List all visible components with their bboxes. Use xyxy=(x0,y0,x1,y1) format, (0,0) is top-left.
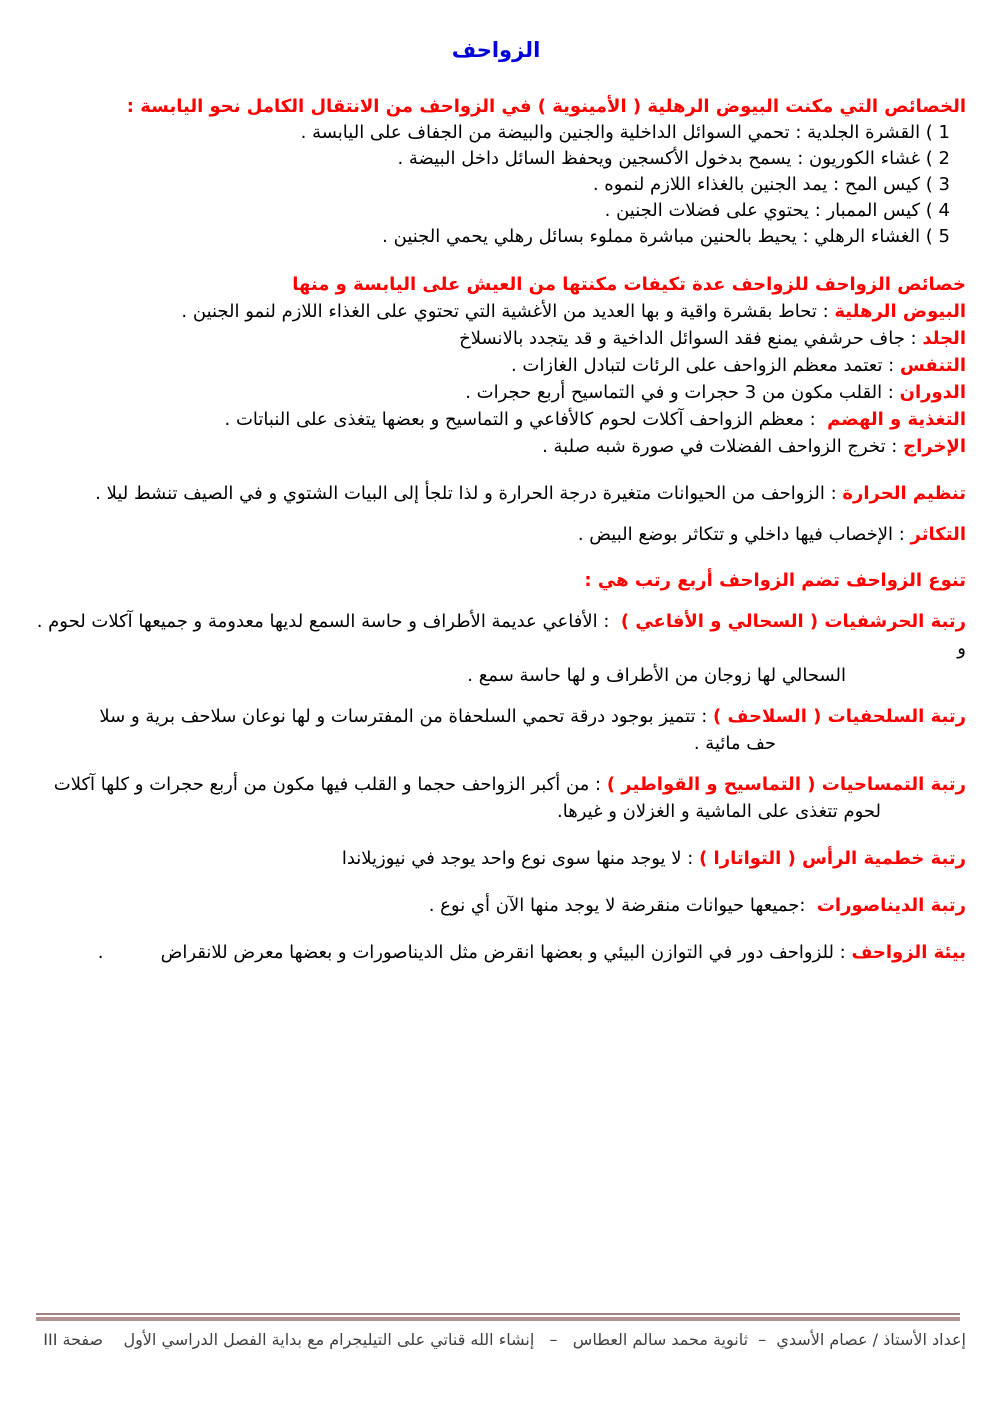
page-title: الزواحف xyxy=(451,38,541,62)
order-dinosaurs xyxy=(26,892,966,919)
trait-label: الدوران xyxy=(899,382,966,403)
egg-item-shell: 1 ) القشرة الجلدية : تحمي السوائل الداخلية والجنين والبيضة من الجفاف على اليابسة . xyxy=(300,122,950,143)
order-text-continued: السحالي لها زوجان من الأطراف و لها حاسة سمع . xyxy=(467,665,846,686)
order-text: : لا يوجد منها سوى نوع واحد يوجد في نيوزيلاندا xyxy=(341,848,700,869)
trait-label: التغذية و الهضم xyxy=(827,409,966,430)
footer-rule-thick xyxy=(36,1317,960,1321)
trait-text: : تعتمد معظم الزواحف على الرئات لتبادل الغازات . xyxy=(510,355,900,376)
trait-label: التنفس xyxy=(899,355,966,376)
trait-row-nutrition-digestion xyxy=(26,406,966,433)
order-label: رتبة السلحفيات ( السلاحف ) xyxy=(713,706,966,727)
order-text: : من أكبر الزواحف حجما و القلب فيها مكون من أربع حجرات و كلها آكلات xyxy=(53,774,607,795)
order-testudines xyxy=(26,703,966,757)
order-crocodilia xyxy=(26,771,966,825)
trait-text: : تحاط بقشرة واقية و بها العديد من الأغشية التي تحتوي على الغذاء اللازم لنمو الجنين . xyxy=(181,301,835,322)
order-squamata xyxy=(26,608,966,689)
footer-rule-thin xyxy=(36,1313,960,1315)
trait-row-excretion xyxy=(26,433,966,460)
order-text-continued: لحوم تتغذى على الماشية و الغزلان و غيرها. xyxy=(557,801,881,822)
trait-label: الإخراج xyxy=(903,436,966,457)
page-footer xyxy=(26,1313,966,1402)
order-label: رتبة الديناصورات xyxy=(816,895,966,916)
trait-label: الجلد xyxy=(922,328,966,349)
environment-label: بيئة الزواحف xyxy=(851,942,966,963)
order-text: : الأفاعي عديمة الأطراف و حاسة السمع لديها معدومة و جميعها آكلات لحوم . و xyxy=(36,611,966,659)
trait-row-circulation xyxy=(26,379,966,406)
order-label: رتبة الحرشفيات ( السحالي و الأفاعي ) xyxy=(620,611,966,632)
order-text-continued: حف مائية . xyxy=(693,733,776,754)
order-label: رتبة خطمية الرأس ( التواتارا ) xyxy=(699,848,966,869)
para-thermoregulation xyxy=(26,480,966,507)
trait-row-respiration xyxy=(26,352,966,379)
trait-text: : معظم الزواحف آكلات لحوم كالأفاعي و التماسيح و بعضها يتغذى على النباتات . xyxy=(224,409,828,430)
order-text: : تتميز بوجود درقة تحمي السلحفاة من المفترسات و لها نوعان سلاحف برية و سلا xyxy=(99,706,714,727)
trait-text: : جاف حرشفي يمنع فقد السوائل الداخية و قد يتجدد بالانسلاخ xyxy=(459,328,923,349)
heading-egg-characteristics: الخصائص التي مكنت البيوض الرهلية ( الأمينوية ) في الزواحف من الانتقال الكامل نحو اليابسة : xyxy=(126,96,966,117)
reproduction-text: : الإخصاب فيها داخلي و تتكاثر بوضع البيض . xyxy=(577,524,911,545)
trait-row-skin xyxy=(26,325,966,352)
egg-item-amnion: 5 ) الغشاء الرهلي : يحيط بالحنين مباشرة مملوء بسائل رهلي يحمي الجنين . xyxy=(382,226,950,247)
trait-label: البيوض الرهلية xyxy=(834,301,966,322)
reproduction-label: التكاثر xyxy=(910,524,966,545)
trait-text: : القلب مكون من 3 حجرات و في التماسيح أربع حجرات . xyxy=(465,382,900,403)
egg-item-yolk-sac: 3 ) كيس المح : يمد الجنين بالغذاء اللازم لنموه . xyxy=(592,174,950,195)
thermo-label: تنظيم الحرارة xyxy=(842,483,966,504)
trait-row-amniotic-eggs xyxy=(26,298,966,325)
thermo-text: : الزواحف من الحيوانات متغيرة درجة الحرارة و لذا تلجأ إلى البيات الشتوي و في الصيف تنشط ليلا . xyxy=(95,483,843,504)
order-text: :جميعها حيوانات منقرضة لا يوجد منها الآن أي نوع . xyxy=(428,895,817,916)
environment-text: : للزواحف دور في التوازن البيئي و بعضها انقرض مثل الديناصورات و بعضها معرض للانقراض . xyxy=(97,942,852,963)
heading-diversity: تنوع الزواحف تضم الزواحف أربع رتب هي : xyxy=(584,570,966,591)
trait-text: : تخرج الزواحف الفضلات في صورة شبه صلبة . xyxy=(542,436,904,457)
order-label: رتبة التمساحيات ( التماسيح و القواطير ) xyxy=(606,774,966,795)
egg-item-allantois: 4 ) كيس الممبار : يحتوي على فضلات الجنين . xyxy=(604,200,950,221)
footer-text: إعداد الأستاذ / عصام الأسدي – ثانوية محمد سالم العطاس – إنشاء الله قناتي على التيليجرام مع بداية الفصل الدراسي الأول صفحة III xyxy=(43,1330,966,1349)
para-reproduction xyxy=(26,521,966,548)
para-reptile-environment xyxy=(26,939,966,966)
heading-reptile-traits: خصائص الزواحف للزواحف عدة تكيفات مكنتها من العيش على اليابسة و منها xyxy=(292,274,966,295)
egg-item-chorion: 2 ) غشاء الكوريون : يسمح بدخول الأكسجين ويحفظ السائل داخل البيضة . xyxy=(397,148,950,169)
order-rhynchocephalia xyxy=(26,845,966,872)
